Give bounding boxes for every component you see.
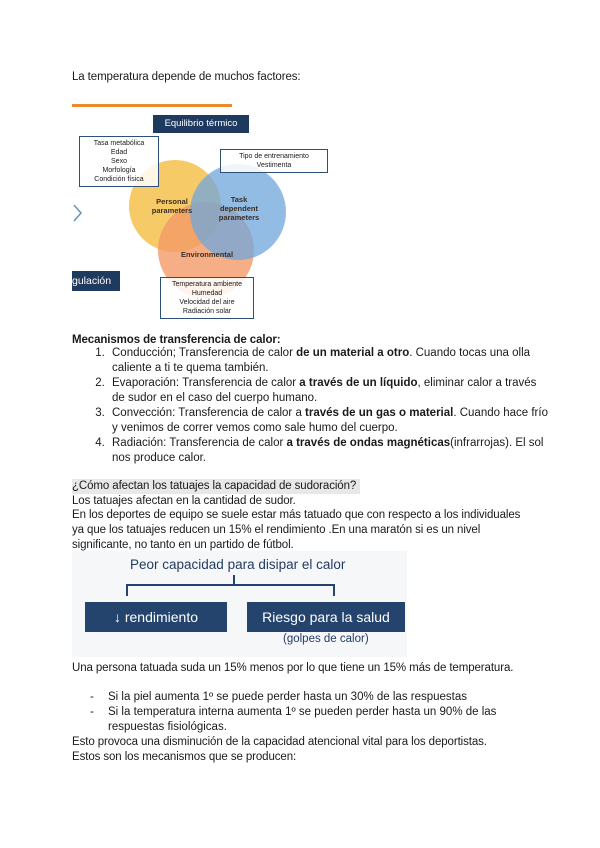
environment-factor: Humedad: [191, 290, 223, 297]
circle-personal-label: Personal parameters: [151, 197, 193, 215]
heat-dissipation-diagram: [72, 551, 407, 657]
mechanism-item: 2. Evaporación: Transferencia de calor a través de un líquido, eliminar calor a través de sudor en el caso del cuerpo humano.: [108, 376, 548, 406]
performance-box: ↓ rendimiento: [85, 602, 227, 632]
personal-factor: Morfología: [102, 167, 136, 174]
personal-factors-box: [79, 136, 159, 187]
tattoo-para-2: En los deportes de equipo se suele estar más tatuado que con respecto a los individuales ya que los tatuajes reducen un 15% el rendimiento .En una maratón si es un nivel significante, no tanto en un partido de fútbol.: [72, 509, 521, 551]
heat-dissipation-title: Peor capacidad para disipar el calor: [130, 557, 346, 572]
circle-environmental-label: Environmental: [180, 250, 234, 259]
regulation-label: gulación: [72, 271, 120, 291]
effects-list: [72, 690, 512, 735]
thermal-balance-diagram: [72, 100, 332, 330]
tattoo-para-3: Una persona tatuada suda un 15% menos por lo que tiene un 15% más de temperatura.: [72, 662, 514, 674]
tattoo-para-4: Esto provoca una disminución de la capacidad atencional vital para los deportistas.: [72, 736, 487, 748]
tattoo-question: ¿Cómo afectan los tatuajes la capacidad de sudoración?: [72, 479, 360, 494]
mechanisms-heading: Mecanismos de transferencia de calor:: [72, 334, 281, 346]
effect-item: - Si la temperatura interna aumenta 1º se pueden perder hasta un 90% de las respuestas fisiológicas.: [72, 705, 512, 735]
environment-factor: Temperatura ambiente: [171, 281, 243, 288]
environment-factor: Velocidad del aire: [179, 299, 235, 306]
mechanism-item: 4. Radiación: Transferencia de calor a través de ondas magnéticas(infrarrojas). El sol nos produce calor.: [108, 436, 548, 466]
intro-text: La temperatura depende de muchos factores:: [72, 71, 301, 83]
environment-factors-box: [160, 277, 254, 319]
chevron-right-icon: [74, 205, 81, 221]
task-factor: Tipo de entrenamiento: [239, 153, 309, 160]
tattoo-para-5: Estos son los mecanismos que se producen:: [72, 751, 297, 763]
personal-factor: Tasa metabólica: [93, 140, 145, 147]
environment-factor: Radiación solar: [182, 308, 232, 315]
heat-stroke-label: (golpes de calor): [283, 633, 369, 645]
circle-task-label: Task dependent parameters: [218, 195, 260, 222]
task-factors-box: [220, 149, 328, 173]
mechanism-item: 3. Convección: Transferencia de calor a través de un gas o material. Cuando hace frío y venimos de correr vemos como sale humo del cuerpo.: [108, 406, 548, 436]
tattoo-para-1: Los tatuajes afectan en la cantidad de sudor.: [72, 495, 296, 507]
mechanism-item: 1. Conducción; Transferencia de calor de un material a otro. Cuando tocas una olla caliente a ti te quema también.: [108, 346, 548, 376]
health-risk-box: Riesgo para la salud: [247, 602, 405, 632]
thermal-balance-title: Equilibrio térmico: [153, 115, 249, 133]
personal-factor: Condición física: [94, 176, 144, 183]
task-factor: Vestimenta: [256, 162, 292, 169]
effect-item: - Si la piel aumenta 1º se puede perder hasta un 30% de las respuestas: [72, 690, 512, 705]
personal-factor: Edad: [110, 149, 128, 156]
personal-factor: Sexo: [111, 158, 127, 165]
mechanisms-list: [72, 346, 548, 466]
